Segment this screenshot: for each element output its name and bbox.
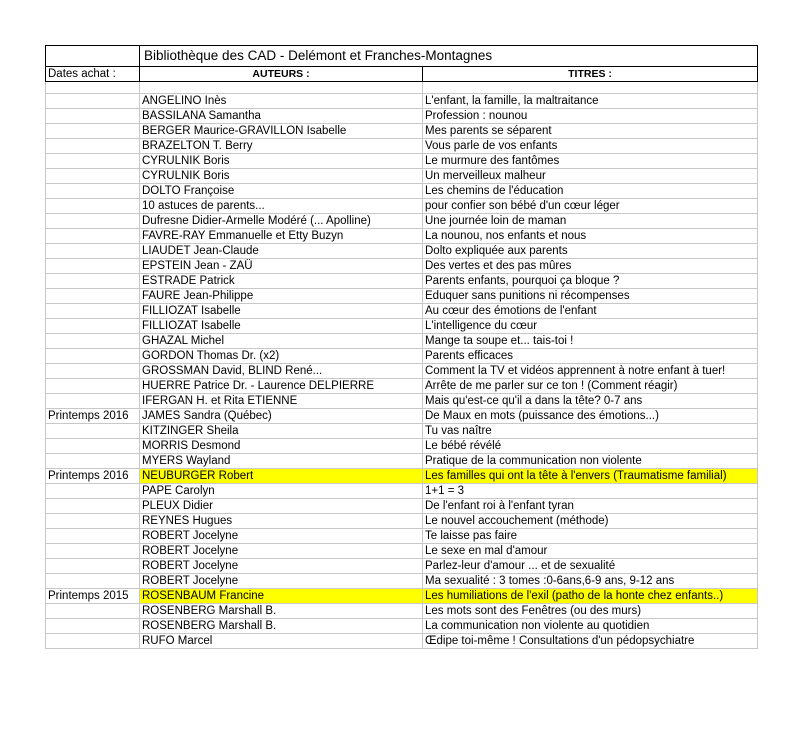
table-row	[46, 604, 758, 619]
date-cell[interactable]	[46, 574, 140, 589]
table-row	[46, 169, 758, 184]
date-cell[interactable]	[46, 364, 140, 379]
author-cell[interactable]: CYRULNIK Boris	[140, 169, 423, 184]
title-cell[interactable]: De l'enfant roi à l'enfant tyran	[423, 499, 758, 514]
title-cell[interactable]: Ma sexualité : 3 tomes :0-6ans,6-9 ans, 9-12 ans	[423, 574, 758, 589]
title-cell[interactable]: Parents efficaces	[423, 349, 758, 364]
date-cell[interactable]: Printemps 2016	[46, 409, 140, 424]
date-cell[interactable]	[46, 94, 140, 109]
table-row	[46, 424, 758, 439]
date-cell[interactable]	[46, 124, 140, 139]
date-cell[interactable]	[46, 139, 140, 154]
spacer-row	[46, 82, 758, 94]
author-cell[interactable]: GHAZAL Michel	[140, 334, 423, 349]
table-row	[46, 559, 758, 574]
table-row	[46, 214, 758, 229]
table-row	[46, 454, 758, 469]
author-cell[interactable]: ROSENBAUM Francine	[140, 589, 423, 604]
title-cell[interactable]: L'intelligence du cœur	[423, 319, 758, 334]
author-cell[interactable]: MYERS Wayland	[140, 454, 423, 469]
title-cell[interactable]: Une journée loin de maman	[423, 214, 758, 229]
author-cell[interactable]: IFERGAN H. et Rita ETIENNE	[140, 394, 423, 409]
date-cell[interactable]	[46, 244, 140, 259]
title-cell[interactable]: pour confier son bébé d'un cœur léger	[423, 199, 758, 214]
title-cell[interactable]: Le murmure des fantômes	[423, 154, 758, 169]
table-row	[46, 334, 758, 349]
author-cell[interactable]: FILLIOZAT Isabelle	[140, 304, 423, 319]
title-cell[interactable]: Les mots sont des Fenêtres (ou des murs)	[423, 604, 758, 619]
date-cell[interactable]	[46, 154, 140, 169]
empty-cell[interactable]	[423, 82, 758, 94]
author-cell[interactable]: JAMES Sandra (Québec)	[140, 409, 423, 424]
title-cell[interactable]: Un merveilleux malheur	[423, 169, 758, 184]
title-row-empty-cell[interactable]	[46, 46, 140, 67]
table-row	[46, 94, 758, 109]
date-cell[interactable]	[46, 229, 140, 244]
title-cell[interactable]: Des vertes et des pas mûres	[423, 259, 758, 274]
title-cell[interactable]: Les chemins de l'éducation	[423, 184, 758, 199]
table-row	[46, 379, 758, 394]
title-cell[interactable]: Arrête de me parler sur ce ton ! (Comment réagir)	[423, 379, 758, 394]
title-cell[interactable]: Les humiliations de l'exil (patho de la honte chez enfants..)	[423, 589, 758, 604]
author-cell[interactable]: PLEUX Didier	[140, 499, 423, 514]
date-cell[interactable]: Printemps 2016	[46, 469, 140, 484]
author-cell[interactable]: KITZINGER Sheila	[140, 424, 423, 439]
title-cell[interactable]: Œdipe toi-même ! Consultations d'un pédopsychiatre	[423, 634, 758, 649]
author-cell[interactable]: FAURE Jean-Philippe	[140, 289, 423, 304]
date-cell[interactable]	[46, 289, 140, 304]
author-cell[interactable]: RUFO Marcel	[140, 634, 423, 649]
date-cell[interactable]	[46, 184, 140, 199]
date-cell[interactable]	[46, 439, 140, 454]
author-cell[interactable]: BRAZELTON T. Berry	[140, 139, 423, 154]
table-row	[46, 259, 758, 274]
table-row	[46, 484, 758, 499]
author-cell[interactable]: FILLIOZAT Isabelle	[140, 319, 423, 334]
title-cell[interactable]: Le nouvel accouchement (méthode)	[423, 514, 758, 529]
author-cell[interactable]: GORDON Thomas Dr. (x2)	[140, 349, 423, 364]
author-cell[interactable]: BERGER Maurice-GRAVILLON Isabelle	[140, 124, 423, 139]
title-cell[interactable]: Le bébé révélé	[423, 439, 758, 454]
table-row	[46, 184, 758, 199]
date-cell[interactable]	[46, 319, 140, 334]
title-cell[interactable]: Au cœur des émotions de l'enfant	[423, 304, 758, 319]
table-row	[46, 229, 758, 244]
table-row	[46, 154, 758, 169]
header-date[interactable]: Dates achat :	[46, 67, 140, 82]
title-cell[interactable]: Dolto expliquée aux parents	[423, 244, 758, 259]
author-cell[interactable]: MORRIS Desmond	[140, 439, 423, 454]
author-cell[interactable]: ROBERT Jocelyne	[140, 559, 423, 574]
table-row	[46, 514, 758, 529]
date-cell[interactable]	[46, 454, 140, 469]
author-cell[interactable]: ROBERT Jocelyne	[140, 574, 423, 589]
author-cell[interactable]: HUERRE Patrice Dr. - Laurence DELPIERRE	[140, 379, 423, 394]
author-cell[interactable]: GROSSMAN David, BLIND René...	[140, 364, 423, 379]
title-cell[interactable]: Mes parents se séparent	[423, 124, 758, 139]
date-cell[interactable]	[46, 304, 140, 319]
header-titles[interactable]: TITRES :	[423, 67, 758, 82]
author-cell[interactable]: DOLTO Françoise	[140, 184, 423, 199]
date-cell[interactable]	[46, 379, 140, 394]
table-row	[46, 469, 758, 484]
date-cell[interactable]	[46, 214, 140, 229]
date-cell[interactable]	[46, 634, 140, 649]
empty-cell[interactable]	[46, 82, 140, 94]
table-row	[46, 319, 758, 334]
author-cell[interactable]: LIAUDET Jean-Claude	[140, 244, 423, 259]
table-row	[46, 109, 758, 124]
title-cell[interactable]: Mais qu'est-ce qu'il a dans la tête? 0-7 ans	[423, 394, 758, 409]
date-cell[interactable]	[46, 274, 140, 289]
table-row	[46, 349, 758, 364]
title-cell[interactable]: La communication non violente au quotidien	[423, 619, 758, 634]
author-cell[interactable]: EPSTEIN Jean - ZAÜ	[140, 259, 423, 274]
table-row	[46, 499, 758, 514]
header-row	[46, 67, 758, 82]
date-cell[interactable]	[46, 424, 140, 439]
table-row	[46, 364, 758, 379]
table-row	[46, 619, 758, 634]
author-cell[interactable]: CYRULNIK Boris	[140, 154, 423, 169]
author-cell[interactable]: ROBERT Jocelyne	[140, 529, 423, 544]
date-cell[interactable]	[46, 619, 140, 634]
title-row	[46, 46, 758, 67]
spreadsheet-body	[46, 46, 758, 649]
date-cell[interactable]	[46, 199, 140, 214]
title-cell[interactable]: Profession : nounou	[423, 109, 758, 124]
author-cell[interactable]: 10 astuces de parents...	[140, 199, 423, 214]
table-row	[46, 409, 758, 424]
sheet-title[interactable]: Bibliothèque des CAD - Delémont et Franches-Montagnes	[140, 46, 758, 67]
table-row	[46, 139, 758, 154]
date-cell[interactable]	[46, 604, 140, 619]
date-cell[interactable]	[46, 544, 140, 559]
table-row	[46, 529, 758, 544]
title-cell[interactable]: De Maux en mots (puissance des émotions...)	[423, 409, 758, 424]
table-row	[46, 244, 758, 259]
title-cell[interactable]: 1+1 = 3	[423, 484, 758, 499]
table-row	[46, 544, 758, 559]
title-cell[interactable]: Le sexe en mal d'amour	[423, 544, 758, 559]
title-cell[interactable]: Vous parle de vos enfants	[423, 139, 758, 154]
date-cell[interactable]	[46, 514, 140, 529]
title-cell[interactable]: Eduquer sans punitions ni récompenses	[423, 289, 758, 304]
date-cell[interactable]	[46, 499, 140, 514]
table-row	[46, 634, 758, 649]
table-row	[46, 304, 758, 319]
table-row	[46, 589, 758, 604]
title-cell[interactable]: Pratique de la communication non violente	[423, 454, 758, 469]
date-cell[interactable]	[46, 349, 140, 364]
date-cell[interactable]	[46, 559, 140, 574]
author-cell[interactable]: ROSENBERG Marshall B.	[140, 619, 423, 634]
title-cell[interactable]: La nounou, nos enfants et nous	[423, 229, 758, 244]
author-cell[interactable]: FAVRE-RAY Emmanuelle et Etty Buzyn	[140, 229, 423, 244]
table-row	[46, 394, 758, 409]
author-cell[interactable]: PAPE Carolyn	[140, 484, 423, 499]
author-cell[interactable]: REYNES Hugues	[140, 514, 423, 529]
date-cell[interactable]	[46, 109, 140, 124]
table-row	[46, 124, 758, 139]
date-cell[interactable]	[46, 169, 140, 184]
table-row	[46, 274, 758, 289]
author-cell[interactable]: Dufresne Didier-Armelle Modéré (... Apolline)	[140, 214, 423, 229]
table-row	[46, 574, 758, 589]
title-cell[interactable]: Parents enfants, pourquoi ça bloque ?	[423, 274, 758, 289]
author-cell[interactable]: ROBERT Jocelyne	[140, 544, 423, 559]
title-cell[interactable]: Comment la TV et vidéos apprennent à notre enfant à tuer!	[423, 364, 758, 379]
table-row	[46, 199, 758, 214]
date-cell[interactable]	[46, 334, 140, 349]
date-cell[interactable]	[46, 529, 140, 544]
title-cell[interactable]: Te laisse pas faire	[423, 529, 758, 544]
author-cell[interactable]: ROSENBERG Marshall B.	[140, 604, 423, 619]
author-cell[interactable]: NEUBURGER Robert	[140, 469, 423, 484]
title-cell[interactable]: L'enfant, la famille, la maltraitance	[423, 94, 758, 109]
table-row	[46, 439, 758, 454]
spreadsheet-table	[45, 45, 758, 649]
header-authors[interactable]: AUTEURS :	[140, 67, 423, 82]
author-cell[interactable]: ESTRADE Patrick	[140, 274, 423, 289]
title-cell[interactable]: Les familles qui ont la tête à l'envers (Traumatisme familial)	[423, 469, 758, 484]
author-cell[interactable]: ANGELINO Inès	[140, 94, 423, 109]
date-cell[interactable]: Printemps 2015	[46, 589, 140, 604]
title-cell[interactable]: Mange ta soupe et... tais-toi !	[423, 334, 758, 349]
title-cell[interactable]: Parlez-leur d'amour ... et de sexualité	[423, 559, 758, 574]
date-cell[interactable]	[46, 259, 140, 274]
table-row	[46, 289, 758, 304]
author-cell[interactable]: BASSILANA Samantha	[140, 109, 423, 124]
date-cell[interactable]	[46, 484, 140, 499]
title-cell[interactable]: Tu vas naître	[423, 424, 758, 439]
date-cell[interactable]	[46, 394, 140, 409]
empty-cell[interactable]	[140, 82, 423, 94]
